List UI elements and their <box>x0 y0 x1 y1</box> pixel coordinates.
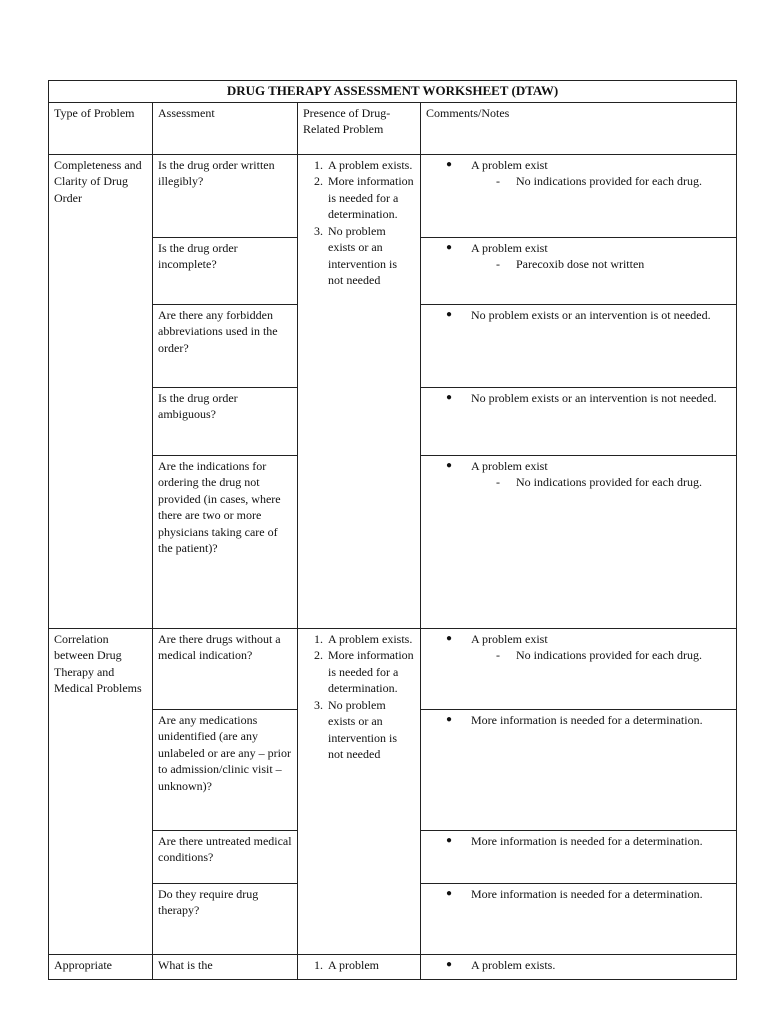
comment-sub-note: - No indications provided for each drug. <box>516 647 731 664</box>
comment-text: ● More information is needed for a determination. <box>471 712 731 729</box>
comment-sub-note: - Parecoxib dose not written <box>516 256 731 273</box>
presence-option: 1. A problem <box>326 957 415 974</box>
comment-cell <box>421 455 737 628</box>
assessment-question: Are there any forbidden abbreviations used in the order? <box>153 304 298 387</box>
presence-option: 3. No problem exists or an intervention is not needed <box>326 697 415 763</box>
comment-sub-note: - No indications provided for each drug. <box>516 474 731 491</box>
comment-text: A problem exist <box>471 631 548 646</box>
problem-type-appropriate: Appropriate <box>49 954 153 979</box>
presence-option: 1. A problem exists. <box>326 157 415 174</box>
presence-option: 2. More information is needed for a determination. <box>326 173 415 223</box>
comment-cell <box>421 628 737 709</box>
presence-options <box>298 628 421 954</box>
presence-options <box>298 154 421 628</box>
comment-text: A problem exist <box>471 458 548 473</box>
dtaw-table <box>48 80 737 980</box>
comment-cell <box>421 304 737 387</box>
assessment-question: What is the <box>153 954 298 979</box>
header-comments: Comments/Notes <box>421 102 737 154</box>
comment-text: A problem exist <box>471 240 548 255</box>
comment-cell <box>421 709 737 830</box>
assessment-question: Is the drug order written illegibly? <box>153 154 298 237</box>
header-assessment: Assessment <box>153 102 298 154</box>
header-presence: Presence of Drug-Related Problem <box>298 102 421 154</box>
presence-options <box>298 954 421 979</box>
problem-type-correlation: Correlation between Drug Therapy and Medical Problems <box>49 628 153 954</box>
comment-text: ● No problem exists or an intervention is not needed. <box>471 390 731 407</box>
comment-text: ● A problem exists. <box>471 957 731 974</box>
problem-type-completeness: Completeness and Clarity of Drug Order <box>49 154 153 628</box>
presence-option: 3. No problem exists or an intervention is not needed <box>326 223 415 289</box>
presence-option: 2. More information is needed for a determination. <box>326 647 415 697</box>
comment-cell <box>421 830 737 883</box>
assessment-question: Is the drug order ambiguous? <box>153 387 298 455</box>
comment-cell <box>421 154 737 237</box>
comment-sub-note: - No indications provided for each drug. <box>516 173 731 190</box>
assessment-question: Are any medications unidentified (are any unlabeled or are any – prior to admission/clinic visit – unknown)? <box>153 709 298 830</box>
comment-cell <box>421 954 737 979</box>
assessment-question: Is the drug order incomplete? <box>153 237 298 304</box>
assessment-question: Are there untreated medical conditions? <box>153 830 298 883</box>
comment-cell <box>421 387 737 455</box>
presence-option: 1. A problem exists. <box>326 631 415 648</box>
header-type-of-problem: Type of Problem <box>49 102 153 154</box>
comment-cell <box>421 237 737 304</box>
comment-text: A problem exist <box>471 157 548 172</box>
comment-text: ● No problem exists or an intervention is ot needed. <box>471 307 731 324</box>
assessment-question: Are there drugs without a medical indication? <box>153 628 298 709</box>
comment-text: ● More information is needed for a determination. <box>471 833 731 850</box>
comment-cell <box>421 883 737 954</box>
comment-text: ● More information is needed for a determination. <box>471 886 731 903</box>
assessment-question: Are the indications for ordering the drug not provided (in cases, where there are two or more physicians taking care of the patient)? <box>153 455 298 628</box>
assessment-question: Do they require drug therapy? <box>153 883 298 954</box>
worksheet-title: DRUG THERAPY ASSESSMENT WORKSHEET (DTAW) <box>49 81 737 103</box>
